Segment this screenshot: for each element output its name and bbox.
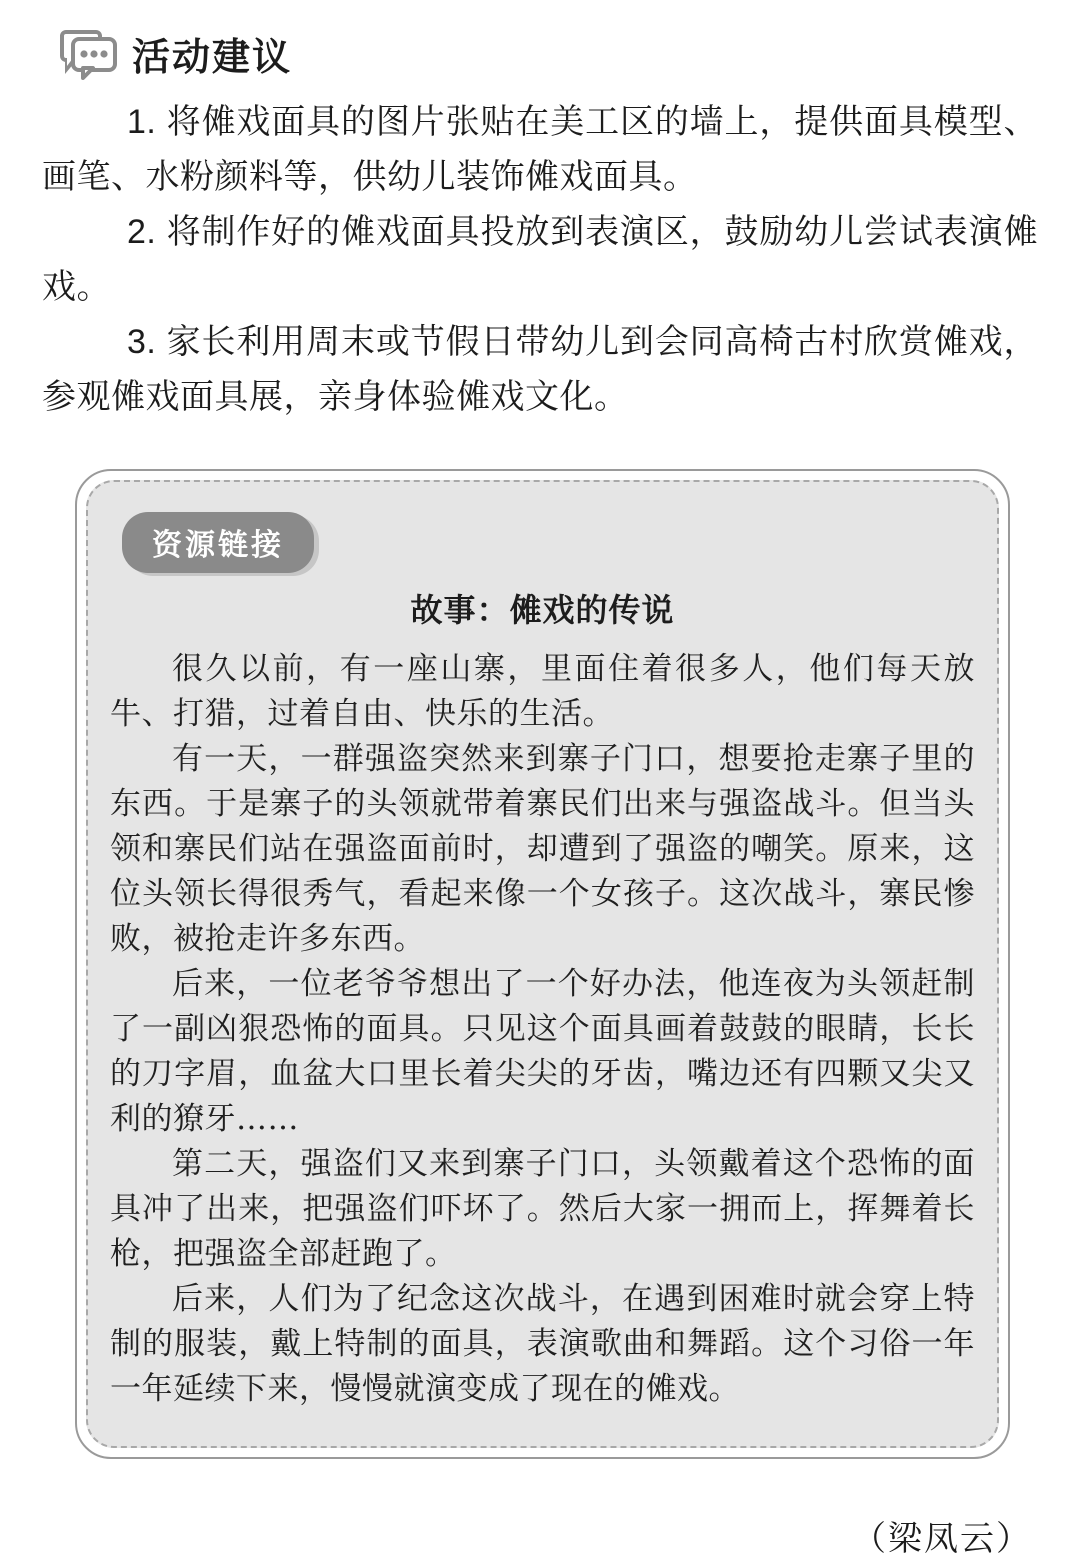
resource-box-inner	[86, 480, 999, 1448]
resource-link-badge: 资源链接	[122, 512, 314, 573]
resource-box	[75, 469, 1010, 1459]
story-paragraph-5: 后来，人们为了纪念这次战斗，在遇到困难时就会穿上特制的服装，戴上特制的面具，表演歌曲和舞蹈。这个习俗一年一年延续下来，慢慢就演变成了现在的傩戏。	[110, 1281, 975, 1407]
story-paragraph-2: 有一天，一群强盗突然来到寨子门口，想要抢走寨子里的东西。于是寨子的头领就带着寨民们出来与强盗战斗。但当头领和寨民们站在强盗面前时，却遭到了强盗的嘲笑。原来，这位头领长得很秀气，看起来像一个女孩子。这次战斗，寨民惨败，被抢走许多东西。	[110, 741, 975, 957]
author-attribution: （梁凤云）	[852, 1519, 1032, 1559]
story-title: 故事：傩戏的传说	[410, 592, 675, 628]
story-body	[110, 647, 975, 1412]
activity-suggestions-header	[56, 26, 1038, 81]
suggestion-item-1: 1. 将傩戏面具的图片张贴在美工区的墙上，提供面具模型、画笔、水粉颜料等，供幼儿装饰傩戏面具。	[42, 103, 1038, 196]
story-paragraph-1: 很久以前，有一座山寨，里面住着很多人，他们每天放牛、打猎，过着自由、快乐的生活。	[110, 651, 975, 732]
section-title: 活动建议	[132, 37, 293, 79]
story-paragraph-3: 后来，一位老爷爷想出了一个好办法，他连夜为头领赶制了一副凶狠恐怖的面具。只见这个面具画着鼓鼓的眼睛，长长的刀字眉，血盆大口里长着尖尖的牙齿，嘴边还有四颗又尖又利的獠牙……	[110, 966, 975, 1137]
story-paragraph-4: 第二天，强盗们又来到寨子门口，头领戴着这个恐怖的面具冲了出来，把强盗们吓坏了。然后大家一拥而上，挥舞着长枪，把强盗全部赶跑了。	[110, 1146, 975, 1272]
suggestion-item-3: 3. 家长利用周末或节假日带幼儿到会同高椅古村欣赏傩戏，参观傩戏面具展，亲身体验傩戏文化。	[42, 323, 1038, 416]
chat-bubbles-icon	[56, 27, 118, 81]
suggestions-list	[42, 95, 1038, 425]
suggestion-item-2: 2. 将制作好的傩戏面具投放到表演区，鼓励幼儿尝试表演傩戏。	[42, 213, 1038, 306]
